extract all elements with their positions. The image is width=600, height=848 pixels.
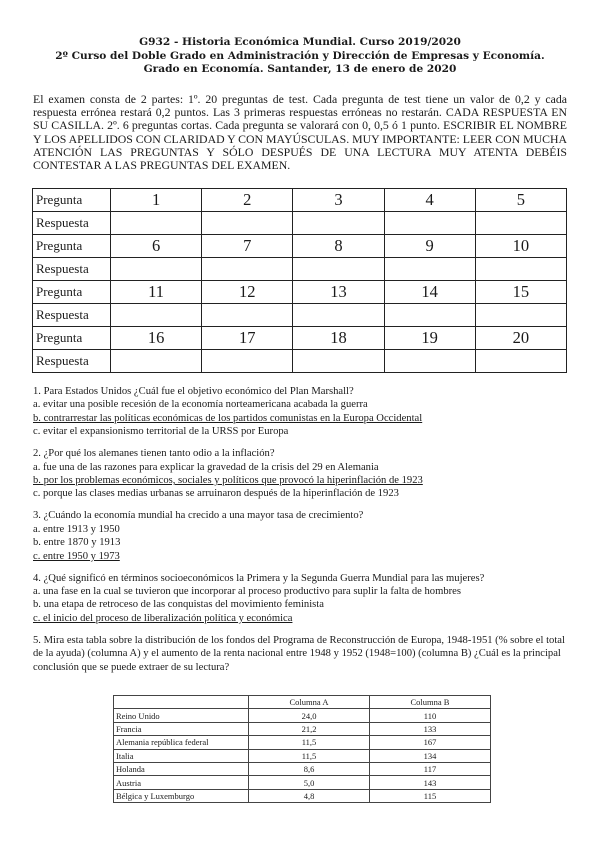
degree-line: 2º Curso del Doble Grado en Administración y Dirección de Empresas y Economía. (55, 49, 545, 62)
question-block (33, 509, 573, 563)
question-number-row (33, 189, 567, 212)
question-number: 3 (293, 189, 384, 212)
question-list (33, 385, 573, 683)
question-text: 2. ¿Por qué los alemanes tienen tanto odio a la inflación? (33, 448, 275, 460)
answer-cell[interactable] (384, 258, 475, 281)
question-number: 6 (111, 235, 202, 258)
value-cell: 115 (370, 789, 491, 802)
answer-cell[interactable] (202, 350, 293, 373)
question-block (33, 385, 573, 439)
answer-option: c. el inicio del proceso de liberalización política y económica (33, 612, 293, 624)
table-row (114, 789, 491, 802)
value-cell: 5,0 (249, 776, 370, 789)
answer-cell[interactable] (384, 350, 475, 373)
answer-option: c. evitar el expansionismo territorial de la URSS por Europa (33, 426, 289, 438)
question-number: 19 (384, 327, 475, 350)
exam-instructions: El examen consta de 2 partes: 1º. 20 preguntas de test. Cada pregunta de test tiene un valor de 0,2 y cada respuesta errónea restará 0,2 puntos. Las 3 primeras respuestas erróneas no restarán. CADA RESPUESTA EN SU CASILLA. 2º. 6 preguntas cortas. Cada pregunta se valorará con 0, 0,5 ó 1 punto. ESCRIBIR EL NOMBRE Y LOS APELLIDOS CON CLARIDAD Y CON MAYÚSCULAS. MUY IMPORTANTE: LEER CON MUCHA ATENCIÓN LAS PREGUNTAS Y SÓLO DESPUÉS DE UNA LECTURA MUY ATENTA DEBÉIS CONTESTAR A LAS PREGUNTAS DEL EXAMEN. (33, 92, 567, 173)
question-text: 1. Para Estados Unidos ¿Cuál fue el objetivo económico del Plan Marshall? (33, 386, 354, 397)
value-cell: 11,5 (249, 736, 370, 749)
answer-cell[interactable] (111, 350, 202, 373)
question-number: 12 (202, 281, 293, 304)
column-b-header: Columna B (370, 696, 491, 709)
table-row (114, 709, 491, 722)
pregunta-label: Pregunta (33, 235, 111, 258)
answer-cell[interactable] (384, 212, 475, 235)
answer-option: b. por los problemas económicos, sociales y políticos que provocó la hiperinflación de 1923 (33, 475, 423, 487)
answer-grid (32, 188, 567, 373)
value-cell: 167 (370, 736, 491, 749)
answer-cell[interactable] (475, 212, 566, 235)
question-text: 4. ¿Qué significó en términos socioeconómicos la Primera y la Segunda Guerra Mundial para las mujeres? (33, 572, 485, 584)
question-number: 10 (475, 235, 566, 258)
question-number: 14 (384, 281, 475, 304)
answer-cell[interactable] (293, 350, 384, 373)
country-cell: Holanda (114, 762, 249, 775)
table-row (114, 736, 491, 749)
question-number: 20 (475, 327, 566, 350)
value-cell: 4,8 (249, 789, 370, 802)
answer-cell[interactable] (111, 258, 202, 281)
table-row (114, 749, 491, 762)
answer-cell[interactable] (293, 258, 384, 281)
table-header-row (114, 696, 491, 709)
country-cell: Francia (114, 722, 249, 735)
question-number-row (33, 327, 567, 350)
question-number: 15 (475, 281, 566, 304)
value-cell: 133 (370, 722, 491, 735)
answer-cell[interactable] (475, 350, 566, 373)
table-row (114, 762, 491, 775)
value-cell: 24,0 (249, 709, 370, 722)
value-cell: 110 (370, 709, 491, 722)
question-number: 2 (202, 189, 293, 212)
country-cell: Austria (114, 776, 249, 789)
answer-cell[interactable] (293, 212, 384, 235)
respuesta-label: Respuesta (33, 350, 111, 373)
value-cell: 8,6 (249, 762, 370, 775)
column-a-header: Columna A (249, 696, 370, 709)
value-cell: 117 (370, 762, 491, 775)
answer-option: c. porque las clases medias urbanas se arruinaron después de la hiperinflación de 1923 (33, 488, 399, 500)
respuesta-label: Respuesta (33, 258, 111, 281)
value-cell: 134 (370, 749, 491, 762)
answer-cell[interactable] (202, 258, 293, 281)
value-cell: 21,2 (249, 722, 370, 735)
pregunta-label: Pregunta (33, 281, 111, 304)
answer-row (33, 350, 567, 373)
table-row (114, 776, 491, 789)
pregunta-label: Pregunta (33, 327, 111, 350)
answer-cell[interactable] (384, 304, 475, 327)
table-row (114, 722, 491, 735)
marshall-plan-table (113, 695, 491, 803)
pregunta-label: Pregunta (33, 189, 111, 212)
value-cell: 11,5 (249, 749, 370, 762)
value-cell: 143 (370, 776, 491, 789)
country-cell: Bélgica y Luxemburgo (114, 789, 249, 802)
answer-row (33, 304, 567, 327)
answer-cell[interactable] (202, 304, 293, 327)
question-number: 13 (293, 281, 384, 304)
answer-option: a. evitar una posible recesión de la economía norteamericana acabada la guerra (33, 399, 368, 411)
answer-cell[interactable] (475, 258, 566, 281)
date-line: Grado en Economía. Santander, 13 de enero de 2020 (143, 63, 457, 76)
question-number: 18 (293, 327, 384, 350)
question-number: 1 (111, 189, 202, 212)
answer-option: b. entre 1870 y 1913 (33, 537, 121, 549)
question-number: 5 (475, 189, 566, 212)
question-number: 17 (202, 327, 293, 350)
question-number-row (33, 235, 567, 258)
question-number: 4 (384, 189, 475, 212)
question-number: 9 (384, 235, 475, 258)
question-text: 5. Mira esta tabla sobre la distribución de los fondos del Programa de Reconstrucción de Europa, 1948-1951 (% sobre el total de la ayuda) (columna A) y el aumento de la renta nacional entre 1948 y 1952 (1948=100) (columna B) ¿Cuál es la principal conclusión que se puede extraer de su lectura? (33, 634, 565, 673)
answer-option: c. entre 1950 y 1973 (33, 550, 120, 562)
exam-header (0, 36, 600, 77)
answer-cell[interactable] (293, 304, 384, 327)
answer-cell[interactable] (202, 212, 293, 235)
question-number: 8 (293, 235, 384, 258)
question-block (33, 634, 573, 674)
country-cell: Alemania república federal (114, 736, 249, 749)
country-cell: Reino Unido (114, 709, 249, 722)
question-text: 3. ¿Cuándo la economía mundial ha crecido a una mayor tasa de crecimiento? (33, 510, 364, 522)
question-number: 11 (111, 281, 202, 304)
respuesta-label: Respuesta (33, 212, 111, 235)
answer-option: a. una fase en la cual se tuvieron que incorporar al proceso productivo para suplir la falta de hombres (33, 586, 461, 598)
question-block (33, 572, 573, 626)
question-number-row (33, 281, 567, 304)
answer-row (33, 258, 567, 281)
country-header (114, 696, 249, 709)
answer-option: b. contrarrestar las políticas económicas de los partidos comunistas en la Europa Occidental (33, 412, 423, 424)
answer-row (33, 212, 567, 235)
answer-cell[interactable] (475, 304, 566, 327)
question-number: 7 (202, 235, 293, 258)
answer-option: a. fue una de las razones para explicar la gravedad de la crisis del 29 en Alemania (33, 461, 379, 473)
answer-option: b. una etapa de retroceso de las conquistas del movimiento feminista (33, 599, 324, 611)
respuesta-label: Respuesta (33, 304, 111, 327)
answer-cell[interactable] (111, 212, 202, 235)
question-block (33, 447, 573, 501)
course-title: G932 - Historia Económica Mundial. Curso 2019/2020 (139, 36, 461, 48)
answer-option: a. entre 1913 y 1950 (33, 523, 120, 535)
answer-cell[interactable] (111, 304, 202, 327)
question-number: 16 (111, 327, 202, 350)
country-cell: Italia (114, 749, 249, 762)
